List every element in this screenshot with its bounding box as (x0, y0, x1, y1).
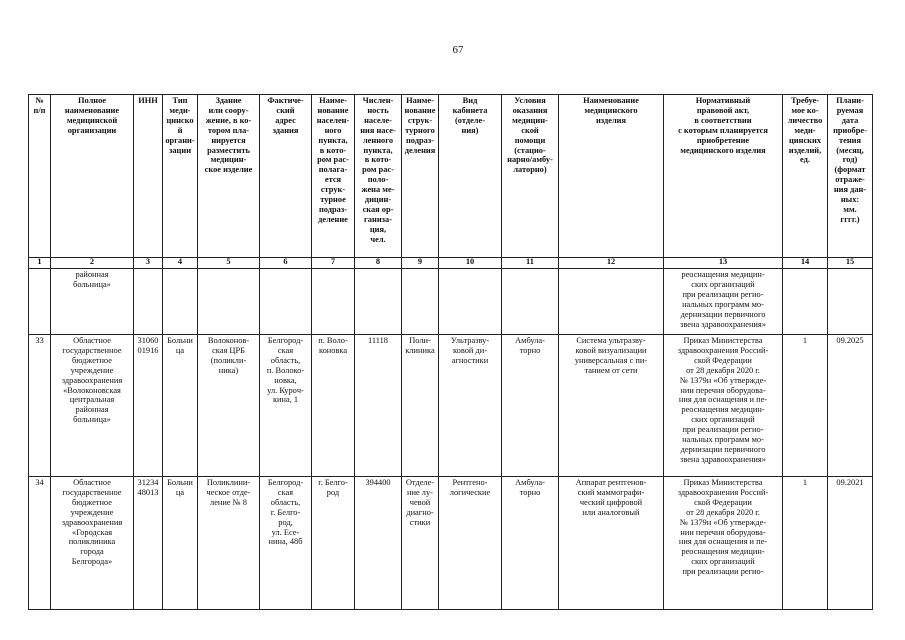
column-header: Здание или соору- жение, в ко- тором пла- нируется разместить медицин- ское изделие (198, 95, 260, 258)
column-header: Плани- руемая дата приобре- тения (месяц, год) (формат отраже- ния дан- ных: мм. гггг.) (828, 95, 873, 258)
column-number-row (29, 258, 873, 269)
table-cell (439, 269, 502, 335)
column-number: 1 (29, 258, 51, 269)
column-number: 14 (783, 258, 828, 269)
column-number: 13 (664, 258, 783, 269)
table-cell: Аппарат рентгенов- ский маммографи- ческий цифровой или аналоговый (559, 477, 664, 610)
table-cell: Амбула- торно (502, 335, 559, 477)
column-number: 4 (163, 258, 198, 269)
table-cell: Приказ Министерства здравоохранения Россий- ской Федерации от 28 декабря 2020 г. № 1379н «Об утвержде- нии перечня оборудова- ния для оснащения и пе- реоснащения медицин- ских организаций при реализации регио- нальных программ мо- дернизации первичного звена здравоохранения» (664, 335, 783, 477)
table-cell (559, 269, 664, 335)
column-header: Наиме- нование населен- ного пункта, в кото- ром рас- полага- ется струк- турное подраз- деление (312, 95, 355, 258)
table-cell (163, 269, 198, 335)
table-cell (134, 269, 163, 335)
table-cell (198, 269, 260, 335)
column-number: 10 (439, 258, 502, 269)
column-header: Полное наименование медицинской организации (51, 95, 134, 258)
table-cell (502, 269, 559, 335)
column-number: 12 (559, 258, 664, 269)
table-cell (312, 269, 355, 335)
table-cell: Волоконов- ская ЦРБ (поликли- ника) (198, 335, 260, 477)
table-cell: Больница (163, 335, 198, 477)
table-cell: Областное государственное бюджетное учреждение здравоохранения «Волоконовская центральная районная больница» (51, 335, 134, 477)
table-row (29, 269, 873, 335)
table-cell: Амбула- торно (502, 477, 559, 610)
column-number: 9 (402, 258, 439, 269)
table-cell: Отделе- ние лу- чевой диагно- стики (402, 477, 439, 610)
table-cell: реоснащения медицин- ских организаций при реализации регио- нальных программ мо- дернизации первичного звена здравоохранения» (664, 269, 783, 335)
table-cell: 31234 48013 (134, 477, 163, 610)
table-cell (402, 269, 439, 335)
table-cell: 11118 (355, 335, 402, 477)
equipment-table (28, 94, 873, 610)
column-number: 3 (134, 258, 163, 269)
table-cell: г. Белго- род (312, 477, 355, 610)
column-number: 8 (355, 258, 402, 269)
column-header: № п/п (29, 95, 51, 258)
column-number: 15 (828, 258, 873, 269)
table-cell: Система ультразву- ковой визуализации универсальная с пи- танием от сети (559, 335, 664, 477)
table-cell: Больница (163, 477, 198, 610)
column-header: Условия оказания медицин- ской помощи (стацио- нарно/амбу- латорно) (502, 95, 559, 258)
table-cell: п. Воло- коновка (312, 335, 355, 477)
column-header: Требуе- мое ко- личество меди- цинских изделий, ед. (783, 95, 828, 258)
table-cell (783, 269, 828, 335)
column-header: Фактиче- ский адрес здания (260, 95, 312, 258)
table-cell: Белгород- ская область, г. Белго- род, ул. Есе- нина, 48б (260, 477, 312, 610)
table-cell (260, 269, 312, 335)
table-cell: Поликлини- ческое отде- ление № 8 (198, 477, 260, 610)
page-number: 67 (452, 44, 464, 56)
column-header: Наименование медицинского изделия (559, 95, 664, 258)
table-cell: 33 (29, 335, 51, 477)
table-header-row (29, 95, 873, 258)
column-number: 5 (198, 258, 260, 269)
table-row (29, 477, 873, 610)
table-cell: 1 (783, 335, 828, 477)
table-cell: 09.2021 (828, 477, 873, 610)
column-header: ИНН (134, 95, 163, 258)
column-header: Наиме- нование струк- турного подраз- деления (402, 95, 439, 258)
table-cell: 394400 (355, 477, 402, 610)
table-cell: 31060 01916 (134, 335, 163, 477)
column-number: 2 (51, 258, 134, 269)
table-cell: районная больница» (51, 269, 134, 335)
table-cell (355, 269, 402, 335)
table-cell: Поли- клиника (402, 335, 439, 477)
column-header: Нормативный правовой акт, в соответствии с которым планируется приобретение медицинского изделия (664, 95, 783, 258)
column-number: 6 (260, 258, 312, 269)
column-number: 7 (312, 258, 355, 269)
table-cell: Ультразву- ковой ди- агностики (439, 335, 502, 477)
table-cell: Областное государственное бюджетное учреждение здравоохранения «Городская поликлиника города Белгорода» (51, 477, 134, 610)
column-header: Вид кабинета (отделе- ния) (439, 95, 502, 258)
table-cell: 09.2025 (828, 335, 873, 477)
column-header: Числен- ность населе- ния насе- ленного пункта, в кото- ром рас- поло- жена ме- дицин- ская ор- ганиза- ция, чел. (355, 95, 402, 258)
table-cell (828, 269, 873, 335)
table-cell: 1 (783, 477, 828, 610)
table-cell: 34 (29, 477, 51, 610)
column-header: Тип меди- цинской органи- зации (163, 95, 198, 258)
table-cell: Приказ Министерства здравоохранения Россий- ской Федерации от 28 декабря 2020 г. № 1379н «Об утвержде- нии перечня оборудова- ния для оснащения и пе- реоснащения медицин- ских организаций при реализации регио- (664, 477, 783, 610)
table-row (29, 335, 873, 477)
table-cell: Рентгено- логические (439, 477, 502, 610)
table-cell: Белгород- ская область, п. Волоко- новка, ул. Курoч- кина, 1 (260, 335, 312, 477)
column-number: 11 (502, 258, 559, 269)
table-cell (29, 269, 51, 335)
